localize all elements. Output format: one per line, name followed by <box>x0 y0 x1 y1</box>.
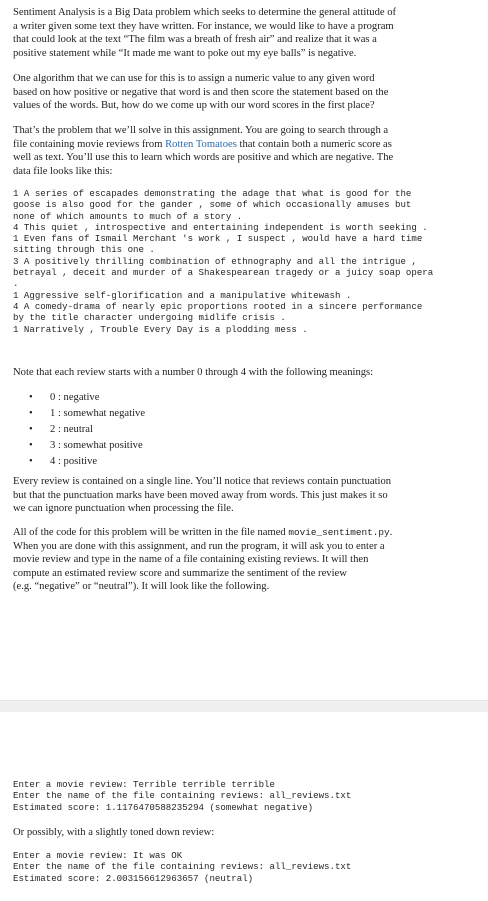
data-line: 1 Even fans of Ismail Merchant 's work , I suspect , would have a hard time <box>13 233 423 245</box>
console-line: Enter the name of the file containing reviews: all_reviews.txt <box>13 861 352 873</box>
bullet-icon: • <box>29 424 33 435</box>
data-line: sitting through this one . <box>13 244 155 256</box>
console-line: Enter a movie review: Terrible terrible terrible <box>13 779 275 790</box>
meanings-list <box>13 390 145 470</box>
data-line: 1 A series of escapades demonstrating the adage that what is good for the <box>13 188 412 199</box>
list-item: • 1 : somewhat negative <box>13 406 145 422</box>
data-line: 4 A comedy-drama of nearly epic proportions rooted in a sincere performance <box>13 300 423 312</box>
data-line: none of which amounts to much of a story . <box>13 210 243 222</box>
console-line: Estimated score: 2.003156612963657 (neutral) <box>13 872 254 884</box>
data-line: 3 A positively thrilling combination of ethnography and all the intrigue , <box>13 255 417 267</box>
document-bottom-section <box>0 712 488 901</box>
algorithm-paragraph: One algorithm that we can use for this is to assign a numeric value to any given word based on how positive or negative that word is and then score the statement based on the values of the words. But, how do we come up with our word scores in the first place? <box>13 73 389 112</box>
toned-down-text: Or possibly, with a slightly toned down review: <box>13 827 215 838</box>
data-file-sample <box>13 188 483 335</box>
data-line: 4 This quiet , introspective and entertaining independent is worth seeking . <box>13 221 428 233</box>
data-line: by the title character undergoing midlife crisis . <box>13 312 286 324</box>
data-line: betrayal , deceit and murder of a Shakespearean tragedy or a juicy soap opera <box>13 267 434 279</box>
list-item: • 2 : neutral <box>13 422 145 438</box>
data-line: 1 Aggressive self-glorification and a manipulative whitewash . <box>13 289 352 301</box>
list-item: • 0 : negative <box>13 390 145 406</box>
rotten-tomatoes-link[interactable]: Rotten Tomatoes <box>165 138 237 150</box>
console-line: Enter the name of the file containing reviews: all_reviews.txt <box>13 790 352 802</box>
problem-paragraph: That’s the problem that we’ll solve in this assignment. You are going to search through a file containing movie reviews from Rotten Tomatoes that contain both a numeric score as well as text. You’ll use this to learn which words are positive and which are negative. The data file looks like this: <box>13 125 394 177</box>
bullet-icon: • <box>29 440 33 451</box>
console-line: Enter a movie review: It was OK <box>13 850 183 861</box>
example-output-2 <box>13 850 483 884</box>
data-line: . <box>13 278 19 290</box>
console-line: Estimated score: 1.1176470588235294 (somewhat negative) <box>13 801 314 813</box>
bullet-icon: • <box>29 456 33 467</box>
bullet-icon: • <box>29 408 33 419</box>
meanings-intro: Note that each review starts with a number 0 through 4 with the following meanings: <box>13 367 374 378</box>
data-line: goose is also good for the gander , some of which occasionally amuses but <box>13 199 412 211</box>
intro-paragraph: Sentiment Analysis is a Big Data problem which seeks to determine the general attitude of a writer given some text they have written. For instance, we would like to have a program that could look at the text “The film was a breath of fresh air” and realize that it was a positive statement while “It made me want to poke out my eye balls” is negative. <box>13 7 397 59</box>
punctuation-paragraph: Every review is contained on a single line. You’ll notice that reviews contain punctuation but that the punctuation marks have been moved away from words. This just makes it so we can ignore punctuation when processing the file. <box>13 476 392 515</box>
filename-code: movie_sentiment.py <box>288 527 390 538</box>
example-output-1 <box>13 779 483 813</box>
bullet-icon: • <box>29 392 33 403</box>
code-file-paragraph: All of the code for this problem will be written in the file named movie_sentiment.py. When you are done with this assignment, and run the program, it will ask you to enter a movie review and type in the name of a file containing existing reviews. It will then compute an estimated review score and summarize the sentiment of the review (e.g. “negative” or “neutral”). It will look like the following. <box>13 527 393 593</box>
list-item: • 4 : positive <box>13 454 145 470</box>
data-line: 1 Narratively , Trouble Every Day is a plodding mess . <box>13 323 308 335</box>
list-item: • 3 : somewhat positive <box>13 438 145 454</box>
